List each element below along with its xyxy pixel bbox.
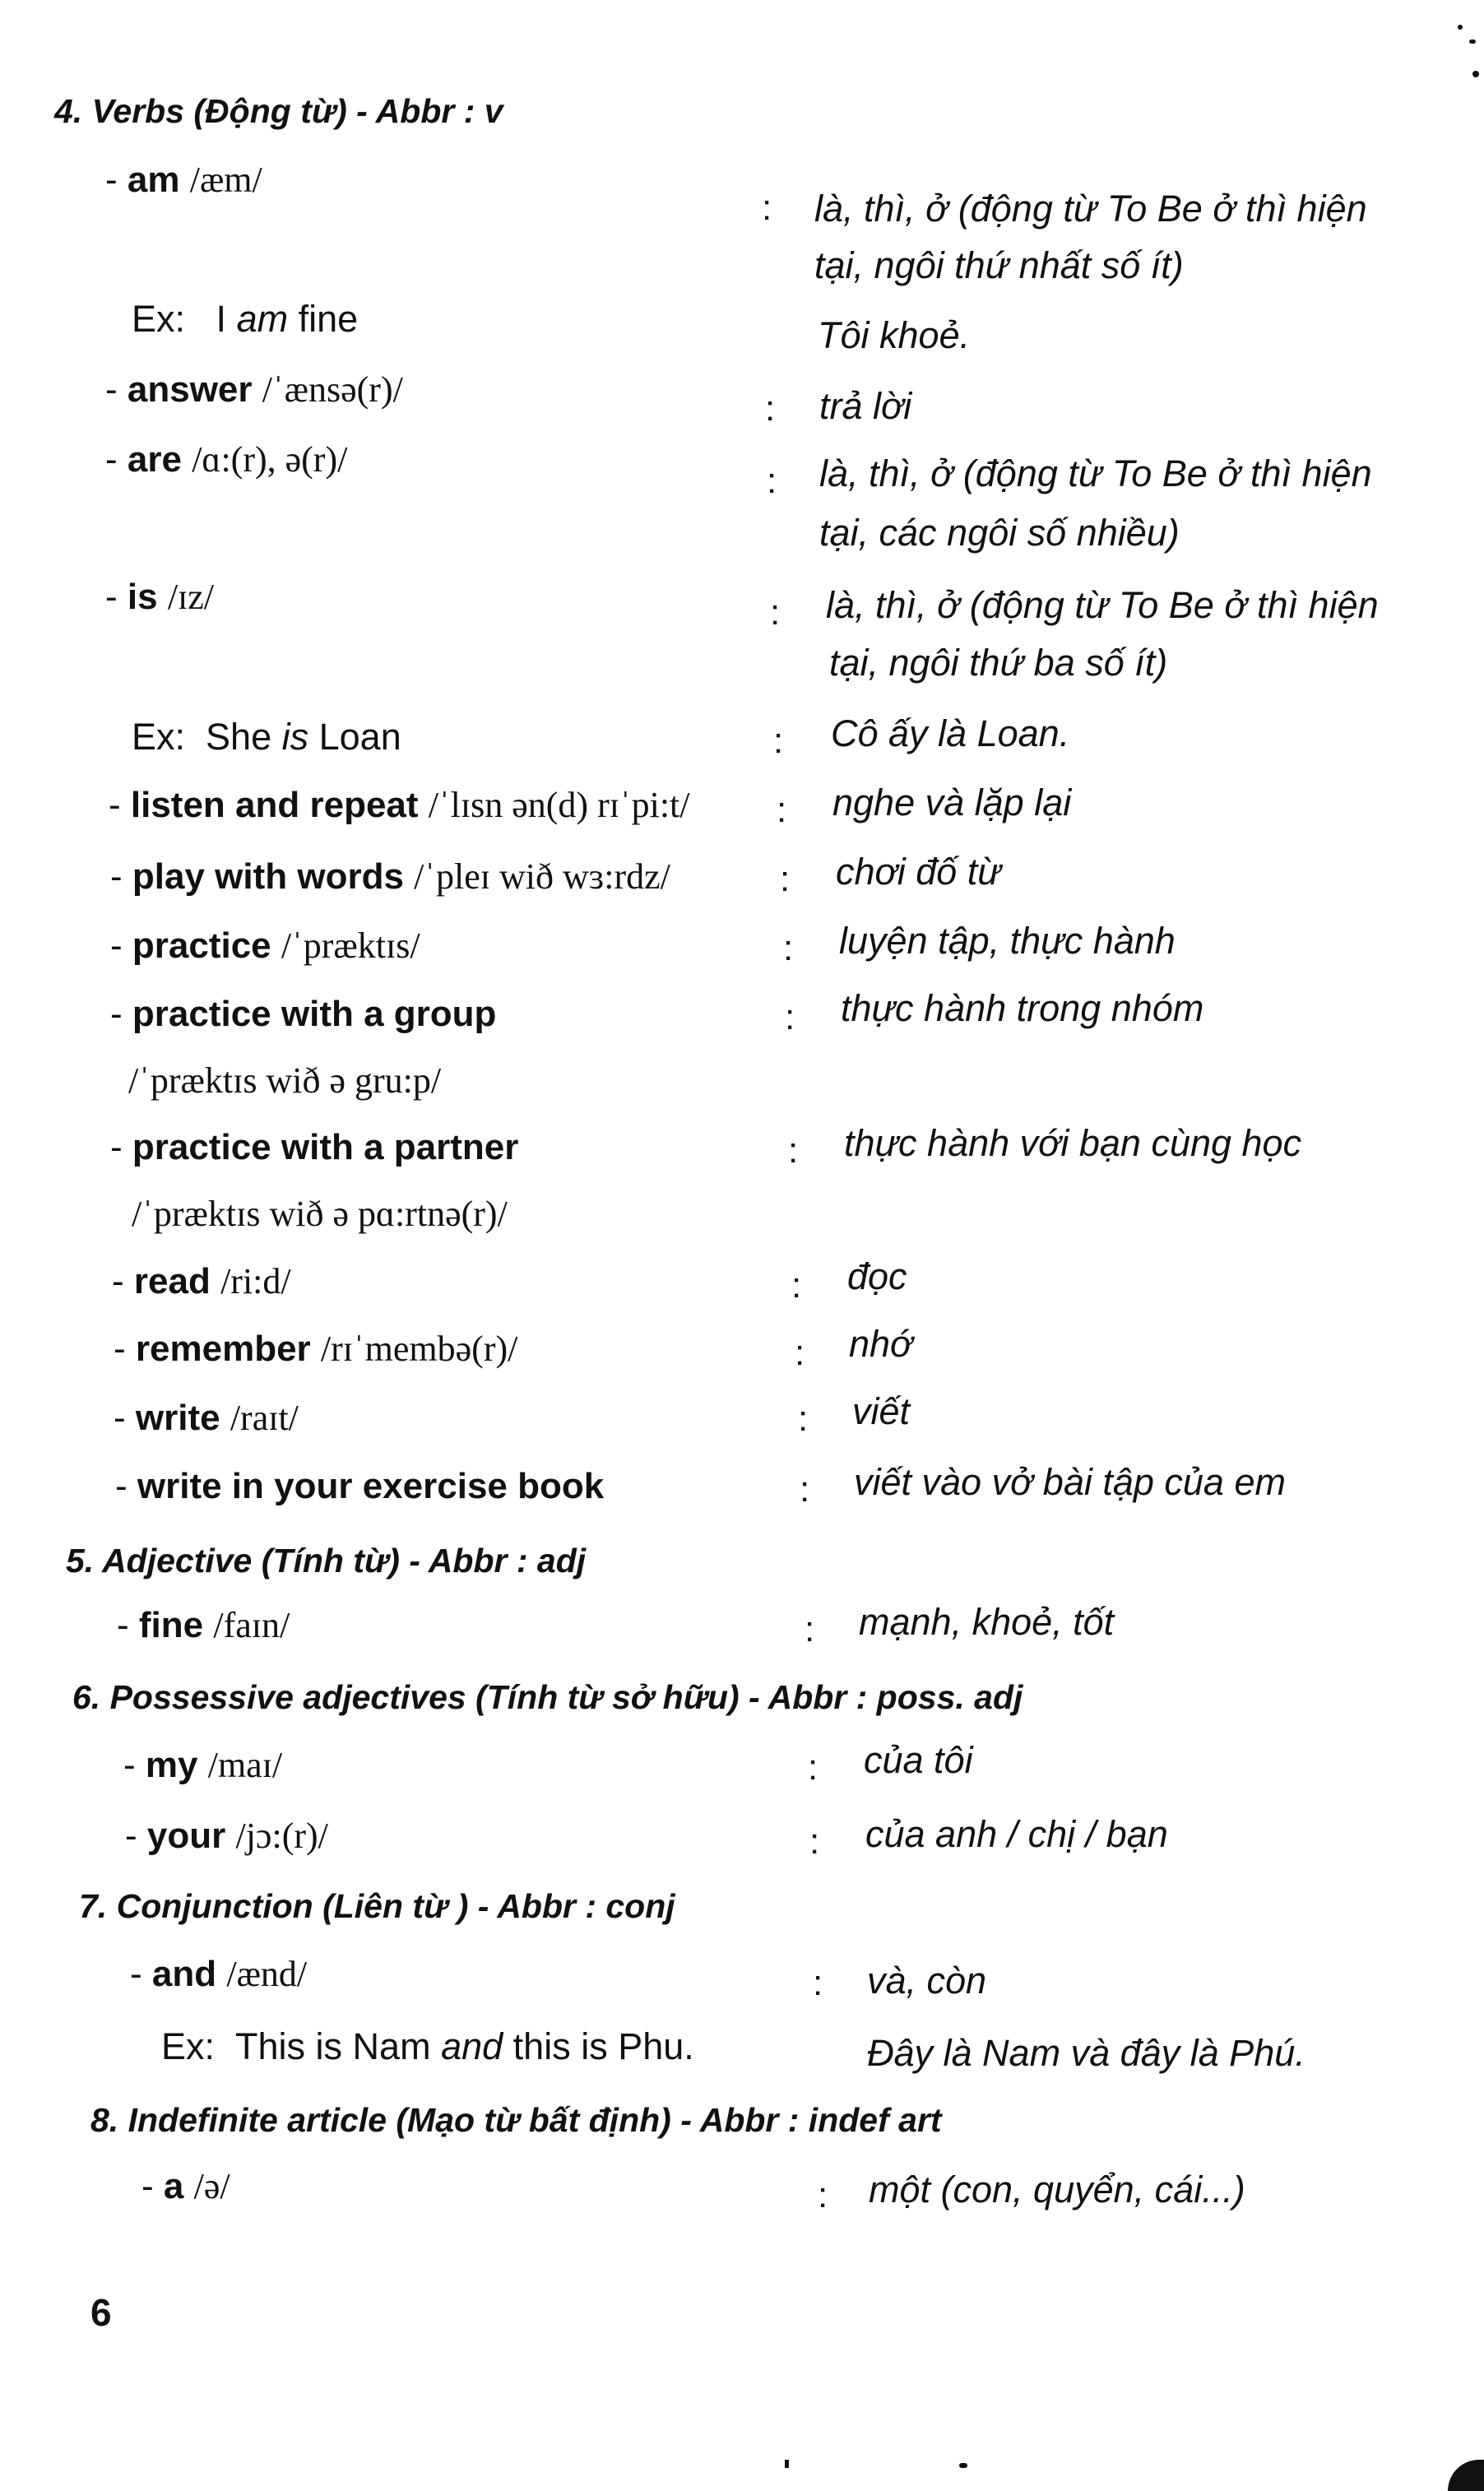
entry-term: - and /ænd/ xyxy=(130,1954,308,1994)
example-emphasis: and xyxy=(441,2025,503,2067)
term-word: practice with a group xyxy=(132,994,497,1034)
term-word: write xyxy=(135,1398,220,1438)
term-ipa: /ɑ:(r), ə(r)/ xyxy=(192,439,348,480)
entry-meaning: viết xyxy=(852,1390,911,1432)
term-word: answer xyxy=(127,369,253,410)
example-emphasis: is xyxy=(281,716,309,758)
term-word: read xyxy=(133,1261,211,1301)
entry-term: - write in your exercise book xyxy=(115,1466,605,1506)
scan-edge-blot xyxy=(1448,2460,1484,2491)
entry-meaning: là, thì, ở (động từ To Be ở thì hiện xyxy=(826,584,1379,626)
term-word: play with words xyxy=(132,856,404,897)
term-ipa: /raɪt/ xyxy=(230,1398,299,1438)
entry-meaning-cont: tại, ngôi thứ ba số ít) xyxy=(829,642,1168,684)
entry-meaning: của anh / chị / bạn xyxy=(865,1813,1168,1855)
entry-term: - read /ri:d/ xyxy=(112,1261,291,1301)
entry-term: - practice /ˈpræktɪs/ xyxy=(110,925,420,966)
term-word: remember xyxy=(135,1329,311,1369)
term-word: is xyxy=(127,577,158,617)
term-ipa: /ri:d/ xyxy=(220,1261,291,1301)
colon-separator: : xyxy=(805,1609,815,1649)
section-heading-possessive-adjectives: 6. Possessive adjectives (Tính từ sở hữu) - Abbr : poss. adj xyxy=(72,1678,1023,1716)
entry-term: - is /ɪz/ xyxy=(105,577,215,617)
entry-meaning: là, thì, ở (động từ To Be ở thì hiện xyxy=(814,188,1367,230)
entry-meaning: thực hành với bạn cùng học xyxy=(844,1122,1302,1164)
colon-separator: : xyxy=(791,1265,802,1306)
colon-separator: : xyxy=(818,2175,828,2215)
example-sentence xyxy=(132,298,358,341)
term-ipa: /ˈpræktɪs/ xyxy=(281,925,420,966)
entry-meaning: luyện tập, thực hành xyxy=(839,920,1176,962)
entry-term: - practice with a partner xyxy=(110,1127,519,1167)
term-word: your xyxy=(146,1816,226,1856)
term-word: practice xyxy=(132,925,271,966)
entry-term: - answer /ˈænsə(r)/ xyxy=(105,369,403,410)
entry-meaning: trả lời xyxy=(819,385,912,427)
entry-term: - fine /faɪn/ xyxy=(117,1605,290,1645)
entry-term: - practice with a group xyxy=(110,994,497,1034)
colon-separator: : xyxy=(767,461,777,501)
colon-separator: : xyxy=(798,1399,809,1439)
term-ipa: /faɪn/ xyxy=(213,1605,290,1645)
entry-meaning: của tôi xyxy=(864,1739,973,1781)
term-ipa: /rɪˈmembə(r)/ xyxy=(320,1329,518,1369)
colon-separator: : xyxy=(783,928,794,968)
example-label: Ex: xyxy=(132,716,186,758)
entry-meaning-cont: tại, ngôi thứ nhất số ít) xyxy=(814,244,1184,286)
entry-meaning: là, thì, ở (động từ To Be ở thì hiện xyxy=(819,452,1372,494)
scan-speck xyxy=(1469,39,1476,44)
example-meaning: Đây là Nam và đây là Phú. xyxy=(867,2032,1305,2074)
example-label: Ex: xyxy=(132,298,186,340)
section-heading-adjective: 5. Adjective (Tính từ) - Abbr : adj xyxy=(66,1542,587,1579)
term-ipa: /ɪz/ xyxy=(167,577,215,617)
term-ipa: /ˈlɪsn ən(d) rɪˈpi:t/ xyxy=(428,785,690,825)
term-ipa: /maɪ/ xyxy=(207,1745,283,1785)
term-ipa: /ˈpræktɪs wið ə pɑ:rtnə(r)/ xyxy=(132,1194,508,1234)
colon-separator: : xyxy=(795,1333,805,1373)
section-heading-indefinite-article: 8. Indefinite article (Mạo từ bất định) - Abbr : indef art xyxy=(90,2101,942,2139)
term-word: a xyxy=(163,2166,184,2206)
term-word: and xyxy=(151,1954,217,1994)
example-label: Ex: xyxy=(161,2025,216,2067)
section-heading-verbs: 4. Verbs (Động từ) - Abbr : v xyxy=(54,92,503,130)
colon-separator: : xyxy=(788,1130,799,1171)
entry-term: - your /jɔ:(r)/ xyxy=(125,1816,328,1856)
entry-meaning-cont: tại, các ngôi số nhiều) xyxy=(819,512,1180,554)
entry-term: - my /maɪ/ xyxy=(123,1745,283,1785)
entry-meaning: viết vào vở bài tập của em xyxy=(854,1461,1286,1503)
entry-term: - remember /rɪˈmembə(r)/ xyxy=(114,1329,518,1369)
term-ipa: /æm/ xyxy=(189,160,262,200)
example-text: This is Nam xyxy=(235,2025,442,2067)
example-text: She xyxy=(206,716,282,758)
term-word: my xyxy=(145,1745,198,1785)
colon-separator: : xyxy=(809,1821,820,1862)
term-ipa: /ˈpleɪ wið wɜ:rdz/ xyxy=(414,856,670,897)
term-word: practice with a partner xyxy=(132,1127,519,1167)
term-ipa: /ænd/ xyxy=(226,1954,308,1994)
term-ipa: /ˈpræktɪs wið ə gru:p/ xyxy=(128,1060,442,1101)
term-word: fine xyxy=(138,1605,204,1645)
colon-separator: : xyxy=(785,997,795,1037)
term-ipa: /jɔ:(r)/ xyxy=(235,1816,328,1856)
entry-term: - are /ɑ:(r), ə(r)/ xyxy=(105,439,348,480)
example-text: Loan xyxy=(308,716,401,758)
example-text: I xyxy=(216,298,237,340)
colon-separator: : xyxy=(765,388,776,429)
scan-speck xyxy=(1458,25,1463,30)
scan-speck xyxy=(959,2463,967,2468)
entry-meaning: đọc xyxy=(847,1255,907,1297)
example-text: fine xyxy=(288,298,359,340)
entry-meaning: mạnh, khoẻ, tốt xyxy=(859,1601,1115,1643)
colon-separator: : xyxy=(808,1747,819,1788)
term-word: listen and repeat xyxy=(130,785,419,825)
example-meaning: Cô ấy là Loan. xyxy=(831,712,1070,754)
example-sentence xyxy=(161,2025,694,2068)
entry-meaning: và, còn xyxy=(867,1960,987,2002)
scan-speck xyxy=(1472,71,1479,77)
term-word: am xyxy=(127,160,180,200)
page-number: 6 xyxy=(90,2291,112,2334)
example-sentence xyxy=(132,716,401,758)
entry-meaning: nghe và lặp lại xyxy=(832,782,1072,823)
colon-separator: : xyxy=(773,721,784,761)
colon-separator: : xyxy=(762,188,772,228)
scan-speck xyxy=(785,2460,789,2468)
entry-term: - am /æm/ xyxy=(105,160,262,200)
section-heading-conjunction: 7. Conjunction (Liên từ ) - Abbr : conj xyxy=(79,1887,675,1925)
entry-term: - write /raɪt/ xyxy=(114,1398,299,1438)
term-word: are xyxy=(127,439,182,480)
example-text: this is Phu. xyxy=(503,2025,694,2067)
entry-meaning: chơi đố từ xyxy=(836,851,1001,893)
term-word: write in your exercise book xyxy=(137,1466,605,1506)
entry-term: - a /ə/ xyxy=(141,2166,230,2206)
colon-separator: : xyxy=(777,790,787,830)
example-emphasis: am xyxy=(236,298,289,340)
colon-separator: : xyxy=(770,592,781,633)
entry-meaning: nhớ xyxy=(849,1323,913,1365)
colon-separator: : xyxy=(813,1963,823,2003)
term-ipa: /ˈænsə(r)/ xyxy=(262,369,403,410)
entry-meaning: thực hành trong nhóm xyxy=(841,987,1204,1029)
entry-term: - play with words /ˈpleɪ wið wɜ:rdz/ xyxy=(110,856,670,897)
term-ipa: /ə/ xyxy=(193,2166,230,2206)
entry-meaning: một (con, quyển, cái...) xyxy=(869,2169,1245,2210)
colon-separator: : xyxy=(800,1469,810,1510)
example-meaning: Tôi khoẻ. xyxy=(818,314,971,356)
entry-term: - listen and repeat /ˈlɪsn ən(d) rɪˈpi:t/ xyxy=(109,785,690,825)
colon-separator: : xyxy=(780,859,791,899)
